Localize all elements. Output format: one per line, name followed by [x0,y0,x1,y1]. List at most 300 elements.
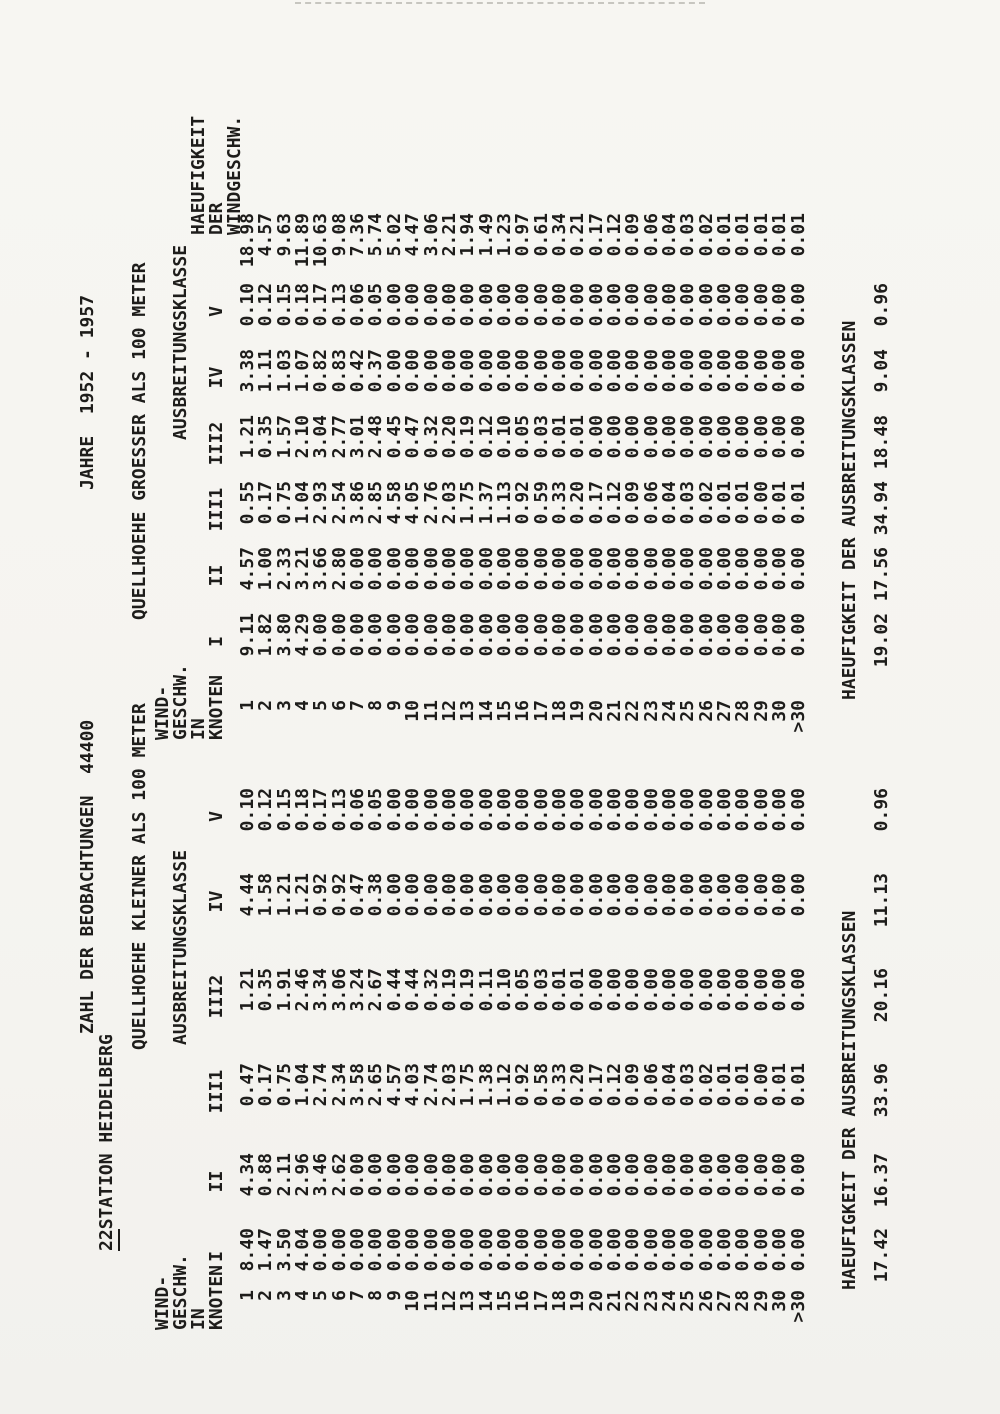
cell-value: 3.58 [347,1063,369,1107]
row-knoten-label: 9 [383,1290,405,1301]
cell-value: 0.35 [255,968,277,1012]
total-value: 19.02 [871,613,892,668]
row-knoten-label: 17 [530,1290,552,1312]
cell-value: 4.05 [402,481,424,525]
cell-value: 0.00 [695,349,717,393]
cell-value: 0.01 [567,968,589,1012]
cell-value: 0.00 [695,968,717,1012]
cell-value: 0.33 [548,481,570,525]
cell-value: 0.58 [530,1063,552,1107]
cell-value: 0.00 [420,1153,442,1197]
cell-value: 0.00 [420,1228,442,1272]
cell-value: 0.03 [530,415,552,459]
wind-label-line: IN [188,1308,209,1330]
cell-value: 0.01 [714,1063,736,1107]
row-knoten-label: 3 [273,700,295,711]
cell-wind-frequency: 0.12 [604,213,625,257]
cell-value: 0.00 [677,415,699,459]
cell-value: 0.00 [438,349,460,393]
cell-value: 0.06 [347,283,369,327]
cell-value: 0.19 [457,415,479,459]
cell-value: 0.00 [493,547,515,591]
cell-value: 0.47 [237,1063,258,1107]
cell-value: 0.00 [714,873,736,917]
cell-value: 0.00 [659,613,681,657]
row-knoten-label: 13 [457,700,479,722]
column-header-iv: IV [206,890,227,913]
cell-value: 0.00 [585,283,607,327]
cell-value: 0.00 [695,873,717,917]
cell-value: 0.00 [769,968,791,1012]
cell-value: 0.00 [530,1153,552,1197]
cell-value: 2.54 [328,481,350,525]
row-knoten-label: 21 [604,700,625,722]
cell-value: 0.00 [365,547,387,591]
table-title: QUELLHOEHE GROESSER ALS 100 METER [129,262,150,620]
cell-value: 1.04 [292,481,314,525]
cell-value: 0.00 [750,1153,772,1197]
cell-value: 1.57 [273,415,295,459]
cell-value: 0.00 [567,788,589,832]
cell-value: 0.00 [732,613,754,657]
row-knoten-label: 29 [750,700,772,722]
cell-value: 0.32 [420,415,442,459]
cell-value: 0.20 [567,481,589,525]
column-header-i: I [206,636,227,647]
cell-value: 2.93 [310,481,332,525]
cell-value: 0.00 [622,968,644,1012]
cell-value: 0.00 [659,349,681,393]
cell-value: 0.00 [622,613,644,657]
cell-value: 0.01 [769,1063,791,1107]
cell-value: 0.01 [787,1063,809,1107]
cell-value: 0.00 [402,873,424,917]
row-knoten-label: 28 [732,1290,754,1312]
row-knoten-label: 3 [273,1290,295,1301]
cell-value: 0.00 [622,1153,644,1197]
cell-value: 0.00 [640,1153,662,1197]
cell-value: 0.12 [475,415,497,459]
cell-value: 0.00 [750,283,772,327]
cell-value: 0.00 [438,788,460,832]
cell-value: 0.92 [512,1063,534,1107]
cell-value: 0.45 [383,415,405,459]
cell-value: 0.00 [475,1228,497,1272]
cell-value: 3.04 [310,415,332,459]
cell-value: 0.47 [347,873,369,917]
cell-value: 4.58 [383,481,405,525]
cell-value: 0.00 [347,547,369,591]
cell-value: 0.00 [787,613,809,657]
cell-wind-frequency: 0.06 [640,213,662,257]
cell-value: 0.01 [567,415,589,459]
cell-value: 0.00 [475,349,497,393]
cell-value: 0.00 [383,613,405,657]
cell-value: 0.06 [347,788,369,832]
row-knoten-label: 30 [769,1290,791,1312]
cell-value: 0.00 [604,613,625,657]
cell-value: 2.62 [328,1153,350,1197]
cell-value: 0.82 [310,349,332,393]
cell-value: 1.47 [255,1228,277,1272]
cell-value: 0.00 [714,547,736,591]
total-value: 18.48 [871,415,892,470]
cell-value: 0.00 [750,788,772,832]
cell-value: 0.00 [677,873,699,917]
cell-value: 0.00 [512,873,534,917]
cell-value: 4.44 [237,873,258,917]
cell-value: 1.00 [255,547,277,591]
cell-value: 0.00 [420,788,442,832]
cell-value: 0.00 [585,547,607,591]
cell-value: 0.00 [750,968,772,1012]
row-knoten-label: 15 [493,700,515,722]
cell-value: 0.20 [567,1063,589,1107]
cell-value: 0.01 [548,968,570,1012]
cell-value: 0.11 [475,968,497,1012]
cell-value: 1.38 [475,1063,497,1107]
cell-value: 0.00 [622,349,644,393]
cell-value: 0.00 [475,788,497,832]
cell-value: 0.00 [604,349,625,393]
cell-value: 0.00 [714,1153,736,1197]
cell-value: 0.00 [493,873,515,917]
cell-value: 0.00 [420,873,442,917]
column-header-ii: II [206,1170,227,1193]
cell-value: 0.33 [548,1063,570,1107]
cell-value: 0.09 [622,1063,644,1107]
cell-value: 0.92 [310,873,332,917]
cell-value: 0.03 [677,1063,699,1107]
cell-value: 0.00 [787,873,809,917]
cell-value: 0.00 [548,547,570,591]
cell-value: 0.00 [659,1153,681,1197]
cell-value: 0.00 [585,415,607,459]
cell-value: 0.00 [457,1228,479,1272]
row-knoten-label: 5 [310,1290,332,1301]
row-knoten-label: 7 [347,1290,369,1301]
cell-value: 0.00 [567,547,589,591]
cell-value: 0.00 [402,788,424,832]
row-knoten-label: 22 [622,1290,644,1312]
cell-value: 0.00 [567,1153,589,1197]
cell-value: 0.00 [695,1153,717,1197]
row-knoten-label: 27 [714,700,736,722]
cell-value: 4.04 [292,1228,314,1272]
row-knoten-label: 2 [255,700,277,711]
row-knoten-label: 24 [659,700,681,722]
cell-value: 0.00 [530,283,552,327]
cell-value: 1.03 [273,349,295,393]
row-knoten-label: 11 [420,700,442,722]
cell-value: 0.00 [732,283,754,327]
totals-label: HAEUFIGKEIT DER AUSBREITUNGSKLASSEN [839,910,860,1290]
cell-value: 0.00 [732,547,754,591]
cell-value: 0.00 [457,788,479,832]
cell-value: 1.37 [475,481,497,525]
row-knoten-label: 8 [365,1290,387,1301]
row-knoten-label: 12 [438,700,460,722]
cell-wind-frequency: 5.74 [365,213,387,257]
cell-value: 0.00 [714,788,736,832]
cell-value: 0.01 [769,481,791,525]
cell-value: 0.44 [383,968,405,1012]
cell-value: 0.00 [640,349,662,393]
cell-value: 0.00 [714,613,736,657]
cell-value: 0.19 [438,968,460,1012]
cell-value: 0.00 [548,873,570,917]
cell-value: 4.57 [237,547,258,591]
cell-value: 1.21 [237,968,258,1012]
cell-value: 0.01 [548,415,570,459]
cell-value: 0.13 [328,788,350,832]
cell-value: 0.00 [347,613,369,657]
cell-value: 0.00 [585,873,607,917]
cell-value: 0.00 [604,968,625,1012]
cell-value: 0.03 [530,968,552,1012]
cell-value: 0.18 [292,283,314,327]
row-knoten-label: 8 [365,700,387,711]
cell-value: 0.75 [273,481,295,525]
row-knoten-label: 2 [255,1290,277,1301]
cell-value: 0.00 [787,415,809,459]
row-knoten-label: 19 [567,1290,589,1312]
cell-value: 0.00 [787,1228,809,1272]
row-knoten-label: 14 [475,700,497,722]
cell-value: 0.00 [457,1153,479,1197]
wind-label-line: GESCHW. [170,664,191,740]
row-knoten-label: 14 [475,1290,497,1312]
cell-value: 0.00 [750,613,772,657]
row-knoten-label: 10 [402,700,424,722]
cell-value: 0.00 [677,349,699,393]
cell-value: 3.34 [310,968,332,1012]
cell-wind-frequency: 0.61 [530,213,552,257]
row-knoten-label: 29 [750,1290,772,1312]
cell-value: 0.00 [438,1228,460,1272]
cell-value: 0.01 [732,481,754,525]
cell-value: 0.01 [714,481,736,525]
cell-value: 0.18 [292,788,314,832]
cell-wind-frequency: 0.03 [677,213,699,257]
cell-value: 0.00 [328,1228,350,1272]
cell-wind-frequency: 0.09 [622,213,644,257]
cell-value: 0.75 [273,1063,295,1107]
row-knoten-label: 26 [695,700,717,722]
cell-value: 0.00 [567,283,589,327]
cell-value: 0.00 [714,349,736,393]
cell-value: 0.38 [365,873,387,917]
cell-value: 2.03 [438,481,460,525]
cell-value: 0.17 [585,481,607,525]
cell-value: 0.00 [365,1153,387,1197]
cell-value: 3.38 [237,349,258,393]
cell-value: 0.00 [475,1153,497,1197]
cell-value: 0.10 [493,415,515,459]
cell-value: 0.00 [383,283,405,327]
cell-value: 0.10 [493,968,515,1012]
cell-value: 0.00 [347,1153,369,1197]
cell-value: 0.00 [640,283,662,327]
cell-value: 0.00 [732,415,754,459]
cell-value: 1.58 [255,873,277,917]
wind-label-line: GESCHW. [170,1254,191,1330]
cell-value: 0.00 [769,283,791,327]
row-knoten-label: 17 [530,700,552,722]
cell-value: 0.00 [438,1153,460,1197]
row-knoten-label: 6 [328,700,350,711]
cell-value: 0.00 [659,788,681,832]
cell-value: 0.00 [787,349,809,393]
cell-value: 0.00 [347,1228,369,1272]
cell-value: 0.00 [512,1153,534,1197]
cell-value: 0.92 [328,873,350,917]
cell-value: 0.00 [493,788,515,832]
years-label: JAHRE 1952 - 1957 [77,294,98,490]
cell-wind-frequency: 1.49 [475,213,497,257]
cell-value: 0.00 [365,1228,387,1272]
cell-value: 1.04 [292,1063,314,1107]
cell-value: 0.00 [659,547,681,591]
cell-value: 0.00 [383,349,405,393]
cell-value: 0.04 [659,1063,681,1107]
row-knoten-label: 25 [677,700,699,722]
cell-value: 8.40 [237,1228,258,1272]
cell-value: 0.00 [732,873,754,917]
cell-value: 1.11 [255,349,277,393]
cell-value: 0.00 [714,415,736,459]
cell-value: 0.00 [677,1153,699,1197]
cell-value: 0.00 [750,1063,772,1107]
row-knoten-label: 5 [310,700,332,711]
cell-value: 0.00 [604,283,625,327]
cell-value: 0.47 [402,415,424,459]
cell-value: 1.75 [457,1063,479,1107]
cell-value: 0.00 [640,968,662,1012]
cell-value: 0.00 [420,283,442,327]
cell-value: 3.66 [310,547,332,591]
cell-value: 4.03 [402,1063,424,1107]
cell-wind-frequency: 0.04 [659,213,681,257]
cell-value: 0.00 [548,788,570,832]
cell-value: 3.21 [292,547,314,591]
cell-value: 0.00 [659,968,681,1012]
cell-value: 0.00 [695,1228,717,1272]
cell-value: 2.74 [420,1063,442,1107]
cell-value: 0.05 [512,415,534,459]
wind-label-line: WIND- [152,1275,173,1330]
table-quellhoehe-groesser [0,115,1000,740]
cell-value: 0.17 [255,481,277,525]
freq-header-line: DER [206,202,227,235]
row-knoten-label: 9 [383,700,405,711]
cell-value: 0.01 [787,481,809,525]
row-knoten-label: 16 [512,1290,534,1312]
row-knoten-label: 18 [548,700,570,722]
cell-value: 0.00 [512,1228,534,1272]
cell-wind-frequency: 4.47 [402,213,424,257]
cell-value: 0.00 [769,349,791,393]
column-header-iii2: III2 [206,974,227,1019]
cell-value: 4.34 [237,1153,258,1197]
row-knoten-label: 23 [640,700,662,722]
cell-value: 2.80 [328,547,350,591]
column-header-ii: II [206,564,227,587]
cell-value: 0.00 [402,283,424,327]
cell-value: 0.00 [750,349,772,393]
cell-value: 0.00 [402,1228,424,1272]
cell-value: 0.00 [604,873,625,917]
cell-value: 3.50 [273,1228,295,1272]
cell-value: 1.12 [493,1063,515,1107]
cell-value: 0.00 [659,283,681,327]
observation-count-label: ZAHL DER BEOBACHTUNGEN 44400 [77,719,98,1034]
column-header-v: V [206,306,227,317]
cell-value: 2.76 [420,481,442,525]
cell-value: 3.80 [273,613,295,657]
cell-value: 0.00 [567,349,589,393]
cell-wind-frequency: 3.06 [420,213,442,257]
cell-value: 0.55 [237,481,258,525]
cell-value: 0.00 [402,547,424,591]
cell-wind-frequency: 0.02 [695,213,717,257]
cell-value: 0.00 [383,1153,405,1197]
cell-value: 0.00 [622,283,644,327]
cell-value: 0.15 [273,283,295,327]
cell-value: 0.17 [585,1063,607,1107]
cell-value: 0.00 [659,415,681,459]
cell-value: 3.46 [310,1153,332,1197]
cell-value: 2.85 [365,481,387,525]
cell-value: 0.44 [402,968,424,1012]
cell-value: 0.06 [640,1063,662,1107]
cell-value: 2.03 [438,1063,460,1107]
cell-wind-frequency: 18.98 [237,213,258,268]
row-knoten-label: 28 [732,700,754,722]
cell-value: 2.74 [310,1063,332,1107]
wind-label-line: WIND- [152,685,173,740]
cell-value: 2.48 [365,415,387,459]
cell-value: 2.33 [273,547,295,591]
cell-value: 0.00 [548,283,570,327]
cell-wind-frequency: 5.02 [383,213,405,257]
cell-value: 0.00 [714,283,736,327]
row-knoten-label: 1 [237,700,258,711]
cell-value: 2.96 [292,1153,314,1197]
knoten-header: KNOTEN [206,674,227,740]
cell-value: 1.13 [493,481,515,525]
cell-value: 0.00 [457,349,479,393]
cell-value: 0.17 [255,1063,277,1107]
cell-wind-frequency: 0.34 [548,213,570,257]
cell-value: 0.00 [457,283,479,327]
cell-wind-frequency: 9.08 [328,213,350,257]
column-header-v: V [206,811,227,822]
cell-value: 9.11 [237,613,258,657]
cell-value: 0.00 [585,349,607,393]
freq-header-line: WINDGESCHW. [224,115,245,235]
cell-value: 1.07 [292,349,314,393]
row-knoten-label: 20 [585,1290,607,1312]
total-value: 0.96 [871,788,892,832]
cell-value: 0.00 [604,1228,625,1272]
cell-value: 0.00 [659,1228,681,1272]
cell-value: 0.00 [530,1228,552,1272]
cell-value: 0.12 [255,283,277,327]
cell-value: 0.00 [530,349,552,393]
cell-value: 0.00 [512,788,534,832]
cell-value: 0.00 [732,1153,754,1197]
